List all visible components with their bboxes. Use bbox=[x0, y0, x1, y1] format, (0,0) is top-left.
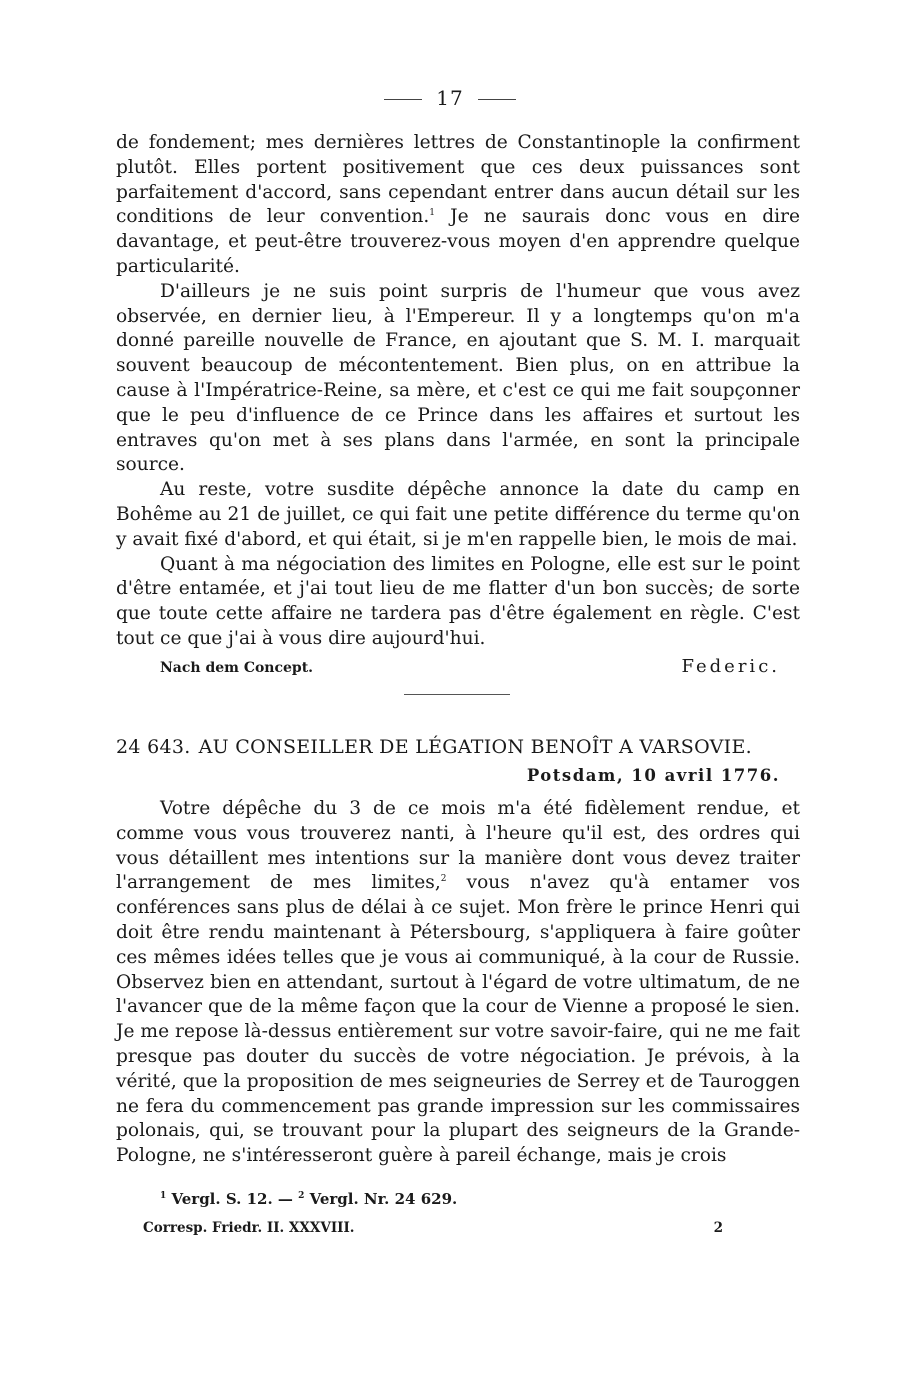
page-header bbox=[0, 86, 900, 110]
header-rule-right bbox=[478, 99, 516, 100]
letter-heading bbox=[116, 736, 800, 758]
sheet-number: 2 bbox=[713, 1220, 723, 1236]
letter-dateline: Potsdam, 10 avril 1776. bbox=[526, 766, 780, 785]
closing-row bbox=[160, 656, 780, 682]
header-rule-left bbox=[384, 99, 422, 100]
source-note: Nach dem Concept. bbox=[160, 660, 314, 676]
footnote-2-marker: 2 bbox=[298, 1191, 305, 1201]
paragraph-1-text-cont: Je ne saurais donc vous en dire davantage, et peut-être trouverez-vous moyen d'en apprendre quelque particularité. bbox=[116, 206, 800, 277]
letter-body bbox=[116, 797, 800, 1169]
letter-paragraph bbox=[116, 797, 800, 1169]
signature: Federic. bbox=[681, 656, 780, 677]
footnote-1-marker: 1 bbox=[160, 1191, 167, 1201]
footnote-ref-2: 2 bbox=[440, 874, 447, 885]
paragraph-4: Quant à ma négociation des limites en Pologne, elle est sur le point d'être entamée, et j'ai tout lieu de me flatter d'un bon succès; de sorte que toute cette affaire ne tardera pas d'être également en règle. C'est tout ce que j'ai à vous dire aujourd'hui. bbox=[116, 553, 800, 649]
paragraph-2: D'ailleurs je ne suis point surpris de l'humeur que vous avez observée, en dernier lieu, à l'Empereur. Il y a longtemps qu'on m'a donné pareille nouvelle de France, en ajoutant que S. M. I. marquait souvent beaucoup de mécontentement. Bien plus, on en attribue la cause à l'Impératrice-Reine, sa mère, et c'est ce qui me fait soupçonner que le peu d'influence de ce Prince dans les affaires et surtout les entraves qu'on met à ses plans dans l'armée, en sont la principale source. bbox=[116, 280, 800, 476]
footnote-1-text: Vergl. S. 12. — bbox=[166, 1190, 299, 1208]
letter-paragraph-text: Votre dépêche du 3 de ce mois m'a été fidèlement rendue, et comme vous vous trouverez nanti, à l'heure qu'il est, des ordres qui vous détaillent mes intentions sur la manière dont vous devez traiter l'arrangement de mes limites, bbox=[116, 798, 800, 894]
footnote-2-text: Vergl. Nr. 24 629. bbox=[304, 1190, 458, 1208]
paragraph-3: Au reste, votre susdite dépêche annonce la date du camp en Bohême au 21 de juillet, ce qui fait une petite différence du terme qu'on y avait fixé d'abord, et qui était, si je m'en rappelle bien, le mois de mai. bbox=[116, 479, 800, 550]
page-number: 17 bbox=[436, 86, 464, 110]
paragraph-1 bbox=[116, 131, 800, 280]
volume-reference: Corresp. Friedr. II. XXXVIII. bbox=[143, 1220, 355, 1236]
letter-number: 24 643. bbox=[116, 736, 191, 758]
footnotes bbox=[160, 1190, 457, 1208]
paragraph-1-text: de fondement; mes dernières lettres de Constantinople la confirment plutôt. Elles portent positivement que ces deux puissances sont parfaitement d'accord, sans cependant entrer dans aucun détail sur les conditions de leur convention. bbox=[116, 132, 800, 228]
footnote-ref-1: 1 bbox=[429, 208, 436, 219]
letter-paragraph-text-cont: vous n'avez qu'à entamer vos conférences sans plus de délai à ce sujet. Mon frère le prince Henri qui doit être rendu maintenant à Pétersbourg, s'appliquera à faire goûter ces mêmes idées telles que je vous ai communiqué, à la cour de Russie. Observez bien en attendant, surtout à l'égard de votre ultimatum, de ne l'avancer que de la même façon que la cour de Vienne a proposé le sien. Je me repose là-dessus entièrement sur votre savoir-faire, qui ne me fait presque pas douter du succès de votre négociation. Je prévois, à la vérité, que la proposition de mes seigneuries de Serrey et de Tauroggen ne fera du commencement pas grande impression sur les commissaires polonais, qui, se trouvant pour la plupart des seigneurs de la Grande-Pologne, ne s'intéresseront guère à pareil échange, mais je crois bbox=[116, 872, 800, 1167]
section-divider bbox=[404, 694, 510, 695]
letter-title: AU CONSEILLER DE LÉGATION BENOÎT A VARSOVIE. bbox=[198, 736, 752, 758]
page-footer bbox=[143, 1220, 723, 1236]
continued-letter-text bbox=[116, 131, 800, 652]
